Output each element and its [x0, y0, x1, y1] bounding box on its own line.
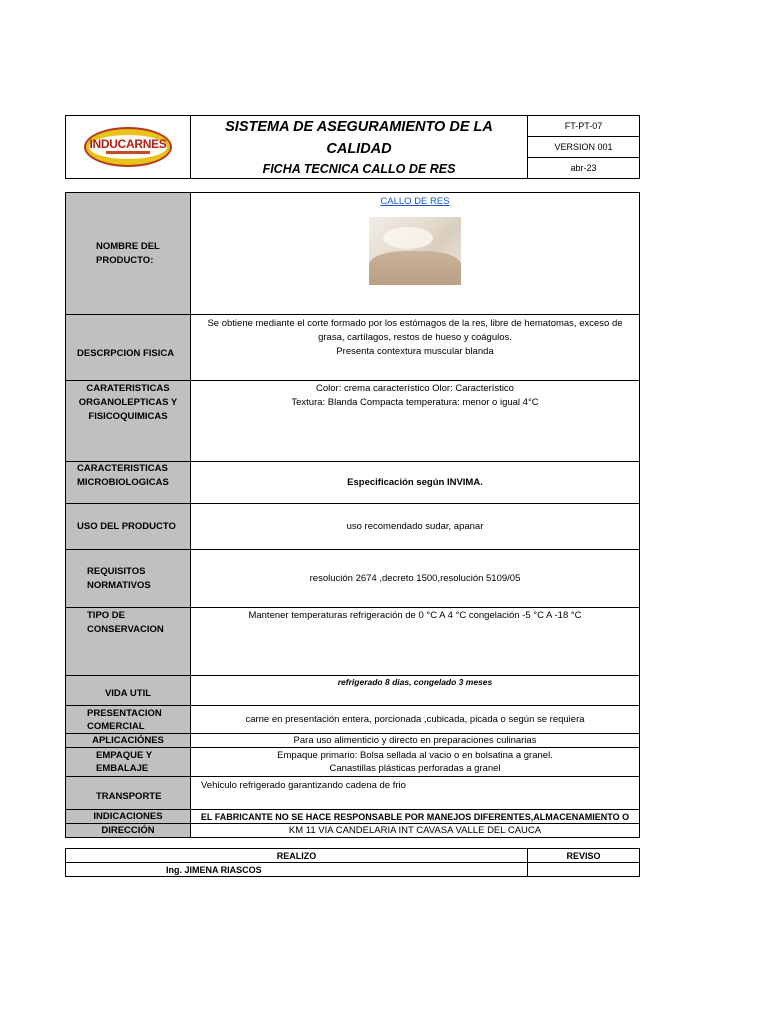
- value-descripcion: Se obtiene mediante el corte formado por los estómagos de la res, libre de hematomas, exceso de grasa, cartílagos, restos de hueso y coágulos. Presenta contextura muscular blanda: [191, 315, 640, 381]
- value-microbiologicas: Especificación según INVIMA.: [191, 462, 640, 504]
- row-organolepticas: [66, 381, 640, 462]
- product-photo: [369, 217, 461, 285]
- row-empaque: [66, 748, 640, 777]
- row-transporte: [66, 777, 640, 810]
- logo-cell: [66, 116, 191, 179]
- title-line-2: CALIDAD: [326, 141, 392, 157]
- row-presentacion: [66, 706, 640, 734]
- value-presentacion: carne en presentación entera, porcionada ,cubicada, picada o según se requiera: [191, 706, 640, 734]
- value-empaque: Empaque primario: Bolsa sellada al vacio o en bolsatina a granel. Canastillas plásticas perforadas a granel: [191, 748, 640, 777]
- row-aplicaciones: [66, 734, 640, 748]
- value-indicaciones: EL FABRICANTE NO SE HACE RESPONSABLE POR MANEJOS DIFERENTES,ALMACENAMIENTO O: [191, 810, 640, 824]
- document-date: abr-23: [528, 158, 640, 179]
- label-empaque: EMPAQUE Y EMBALAJE: [66, 748, 191, 777]
- approval-table: [65, 848, 640, 877]
- document-version: VERSION 001: [528, 137, 640, 158]
- label-descripcion: DESCRPCION FISICA: [66, 315, 191, 381]
- spec-table: [65, 192, 640, 838]
- inducarnes-logo: INDUCARNES: [84, 127, 172, 167]
- document-header: [65, 115, 640, 179]
- row-requisitos: [66, 550, 640, 608]
- label-organolepticas: CARATERISTICAS ORGANOLEPTICAS Y FISICOQUIMICAS: [66, 381, 191, 462]
- value-nombre: [191, 193, 640, 315]
- row-direccion: [66, 824, 640, 838]
- value-requisitos: resolución 2674 ,decreto 1500,resolución 5109/05: [191, 550, 640, 608]
- label-aplicaciones: APLICACIÓNES: [66, 734, 191, 748]
- realizo-label: REALIZO: [66, 849, 528, 863]
- realizo-name: Ing. JIMENA RIASCOS: [66, 863, 528, 877]
- label-nombre: NOMBRE DEL PRODUCTO:: [66, 193, 191, 315]
- row-microbiologicas: [66, 462, 640, 504]
- row-nombre: [66, 193, 640, 315]
- row-vida-util: [66, 676, 640, 706]
- label-microbiologicas: CARACTERISTICAS MICROBIOLOGICAS: [66, 462, 191, 504]
- label-conservacion: TIPO DE CONSERVACION: [66, 608, 191, 676]
- label-vida-util: VIDA UTIL: [66, 676, 191, 706]
- value-organolepticas: Color: crema característico Olor: Característico Textura: Blanda Compacta temperatura: menor o igual 4°C: [191, 381, 640, 462]
- row-uso: [66, 504, 640, 550]
- value-transporte: Vehiculo refrigerado garantizando cadena de frio: [191, 777, 640, 810]
- value-vida-util: refrigerado 8 dias, congelado 3 meses: [191, 676, 640, 706]
- label-requisitos: REQUISITOS NORMATIVOS: [66, 550, 191, 608]
- row-conservacion: [66, 608, 640, 676]
- label-uso: USO DEL PRODUCTO: [66, 504, 191, 550]
- document-title: [191, 116, 528, 179]
- document-subtitle: FICHA TECNICA CALLO DE RES: [262, 162, 456, 176]
- title-line-1: SISTEMA DE ASEGURAMIENTO DE LA: [225, 119, 493, 135]
- label-presentacion: PRESENTACION COMERCIAL: [66, 706, 191, 734]
- label-direccion: DIRECCIÓN: [66, 824, 191, 838]
- value-uso: uso recomendado sudar, apanar: [191, 504, 640, 550]
- product-name-link[interactable]: CALLO DE RES: [380, 196, 450, 207]
- value-direccion: KM 11 VIA CANDELARIA INT CAVASA VALLE DEL CAUCA: [191, 824, 640, 838]
- reviso-label: REVISO: [528, 849, 640, 863]
- row-descripcion: [66, 315, 640, 381]
- value-conservacion: Mantener temperaturas refrigeración de 0 °C A 4 °C congelación -5 °C A -18 °C: [191, 608, 640, 676]
- label-transporte: TRANSPORTE: [66, 777, 191, 810]
- value-aplicaciones: Para uso alimenticio y directo en preparaciones culinarias: [191, 734, 640, 748]
- reviso-name: [528, 863, 640, 877]
- label-indicaciones: INDICACIONES: [66, 810, 191, 824]
- row-indicaciones: [66, 810, 640, 824]
- document-code: FT-PT-07: [528, 116, 640, 137]
